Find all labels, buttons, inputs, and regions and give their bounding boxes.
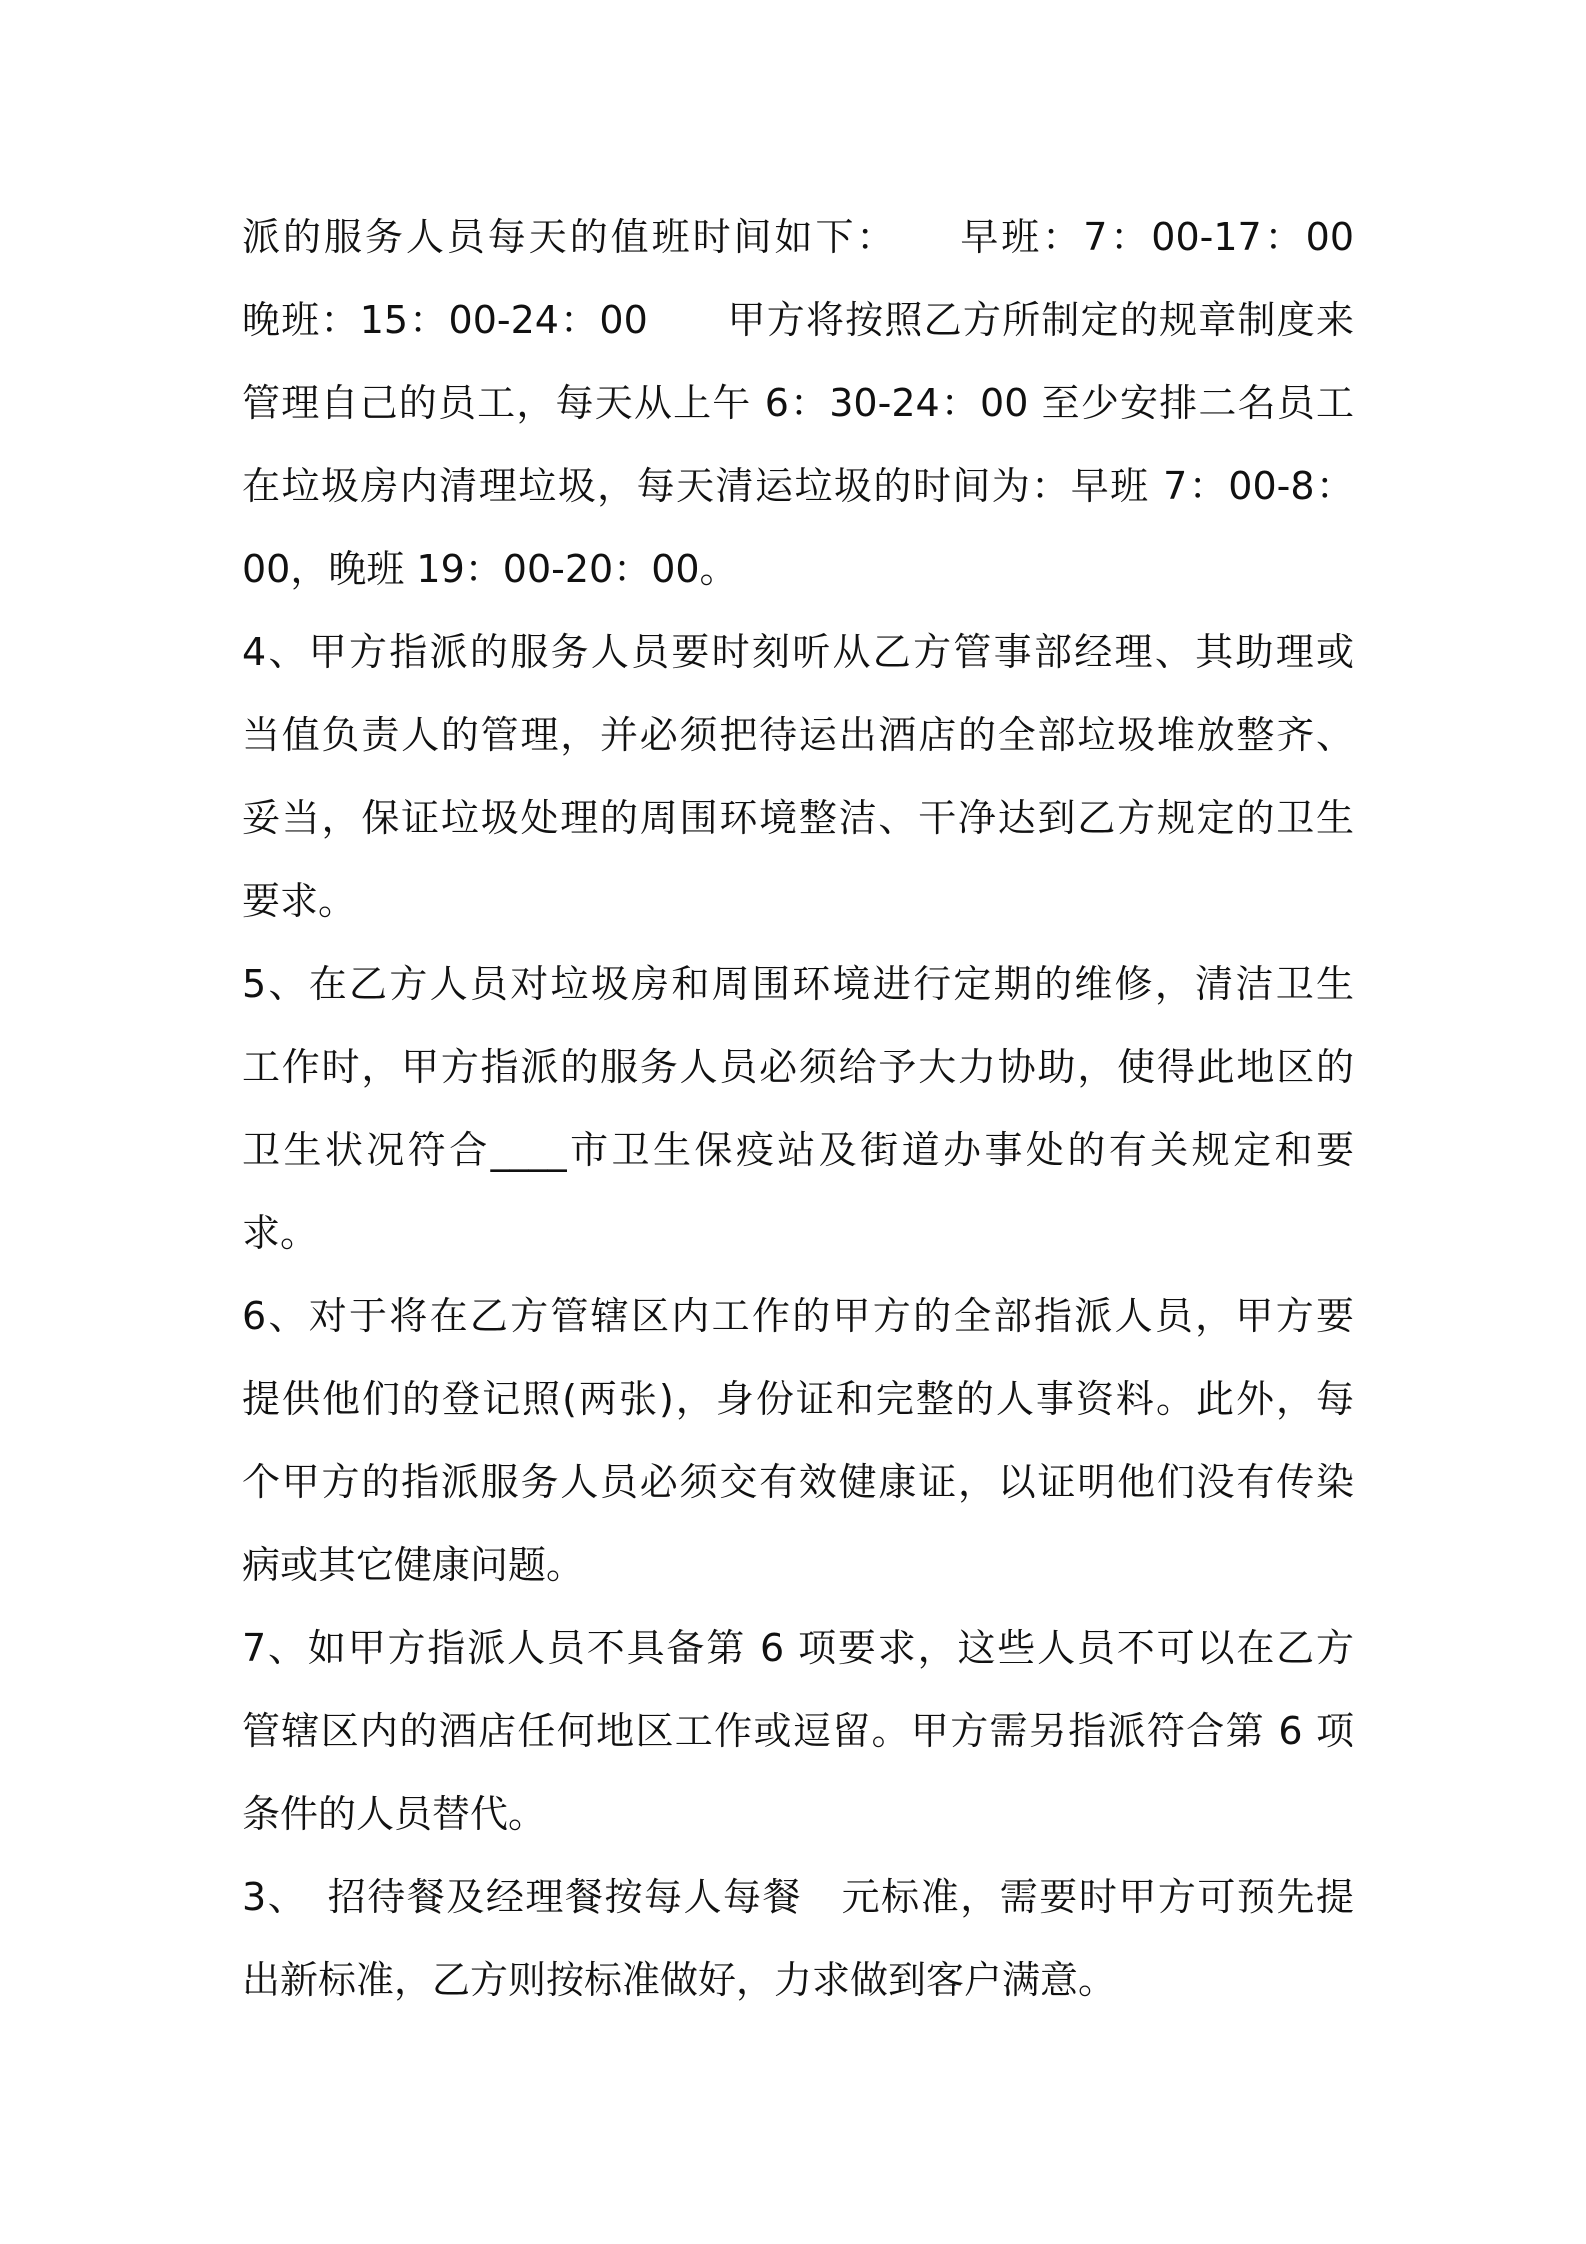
text-line: 管理自己的员工，每天从上午 6：30-24：00 至少安排二名员工 (242, 381, 1354, 425)
text-line: 6、对于将在乙方管辖区内工作的甲方的全部指派人员，甲方要 (242, 1294, 1354, 1338)
text-line: 要求。 (242, 879, 357, 923)
text-line: 00，晚班 19：00-20：00。 (242, 547, 738, 591)
text-line: 出新标准，乙方则按标准做好，力求做到客户满意。 (242, 1958, 1117, 2002)
text-line: 个甲方的指派服务人员必须交有效健康证，以证明他们没有传染 (242, 1460, 1354, 1504)
text-line: 5、在乙方人员对垃圾房和周围环境进行定期的维修，清洁卫生 (242, 962, 1354, 1006)
text-line: 病或其它健康问题。 (242, 1543, 585, 1587)
text-line: 妥当，保证垃圾处理的周围环境整洁、干净达到乙方规定的卫生 (242, 796, 1354, 840)
text-line: 派的服务人员每天的值班时间如下： 早班：7：00-17：00 (242, 215, 1354, 259)
text-line: 提供他们的登记照(两张)，身份证和完整的人事资料。此外，每 (242, 1377, 1354, 1421)
text-line: 当值负责人的管理，并必须把待运出酒店的全部垃圾堆放整齐、 (242, 713, 1354, 757)
text-line: 管辖区内的酒店任何地区工作或逗留。甲方需另指派符合第 6 项 (242, 1709, 1354, 1753)
text-line: 在垃圾房内清理垃圾，每天清运垃圾的时间为：早班 7：00-8： (242, 464, 1354, 508)
text-line: 晚班：15：00-24：00 甲方将按照乙方所制定的规章制度来 (242, 298, 1354, 342)
text-line: 3、 招待餐及经理餐按每人每餐 元标准，需要时甲方可预先提 (242, 1875, 1354, 1919)
text-line: 卫生状况符合____市卫生保疫站及街道办事处的有关规定和要 (242, 1128, 1354, 1172)
body-text (242, 196, 1354, 2022)
text-line: 求。 (242, 1211, 319, 1255)
text-line: 4、甲方指派的服务人员要时刻听从乙方管事部经理、其助理或 (242, 630, 1354, 674)
text-line: 工作时，甲方指派的服务人员必须给予大力协助，使得此地区的 (242, 1045, 1354, 1089)
text-line: 7、如甲方指派人员不具备第 6 项要求，这些人员不可以在乙方 (242, 1626, 1354, 1670)
text-line: 条件的人员替代。 (242, 1792, 547, 1836)
